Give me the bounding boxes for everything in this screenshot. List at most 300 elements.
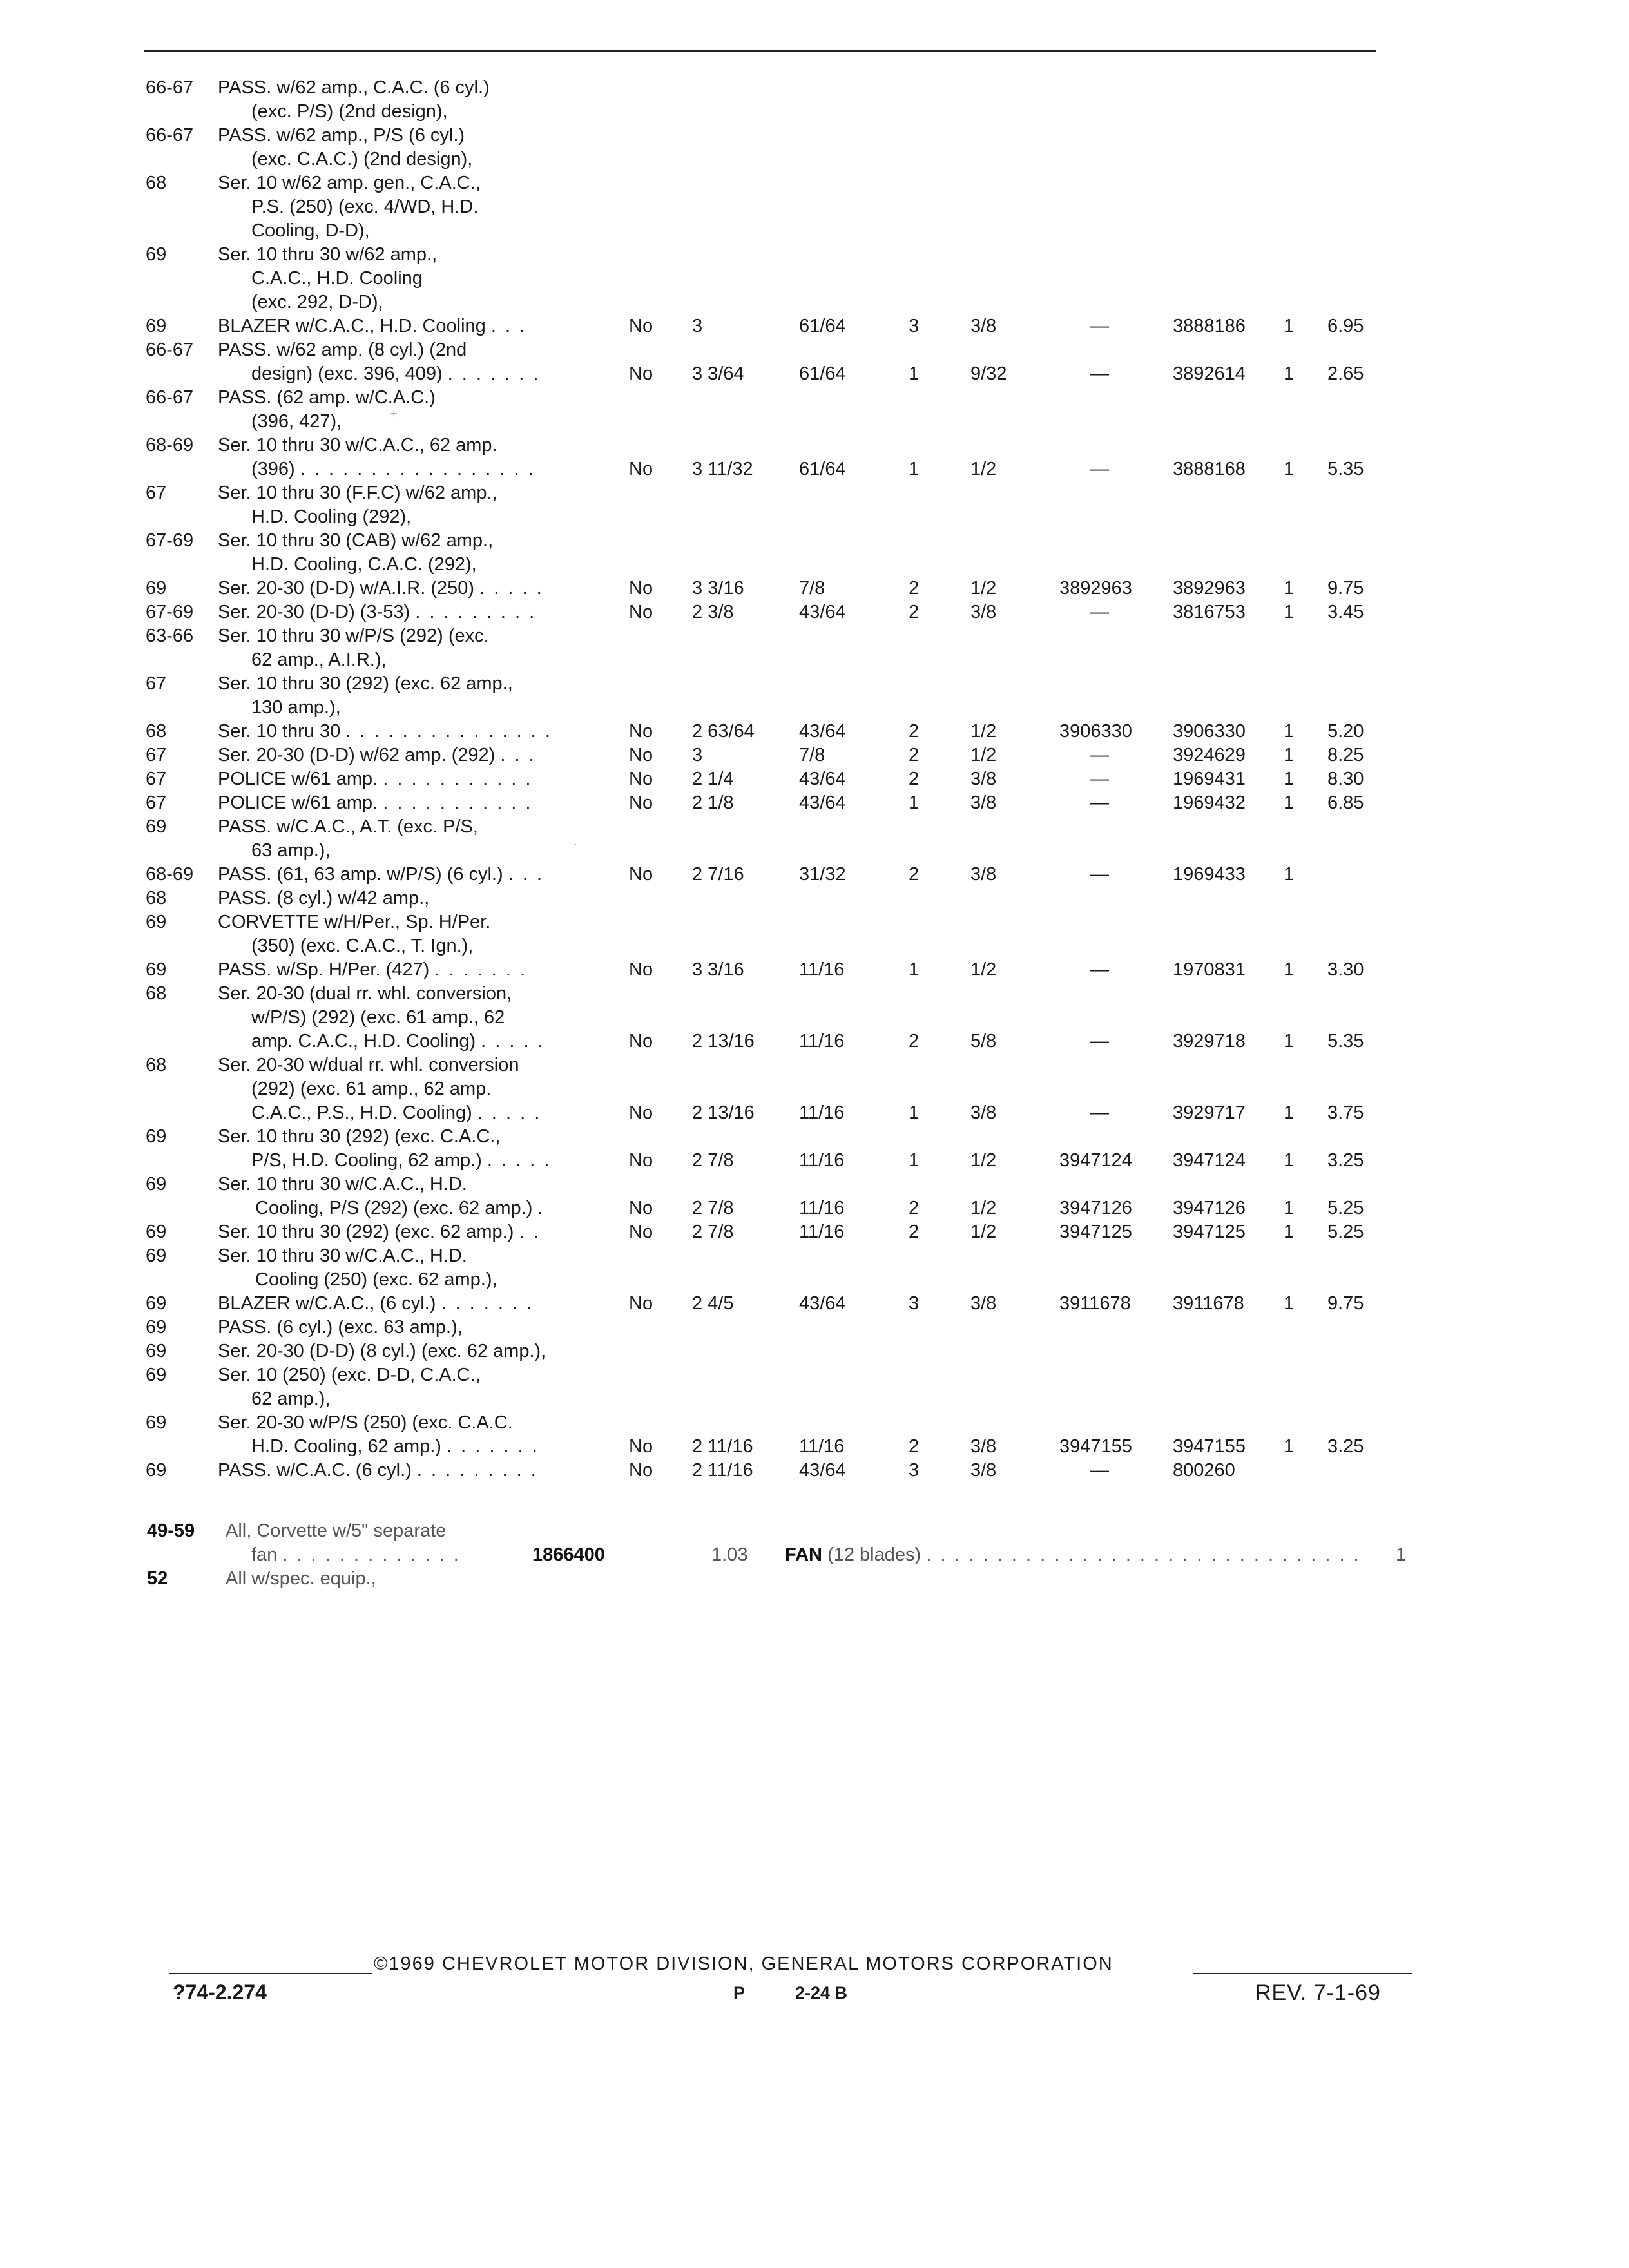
table-row — [0, 267, 1629, 291]
table-row — [0, 648, 1629, 672]
application-description — [218, 1411, 513, 1435]
fan-item-name — [785, 1543, 1361, 1567]
dimension-b: 43/64 — [799, 769, 846, 789]
description-text: PASS. w/C.A.C., A.T. (exc. P/S, — [218, 816, 478, 837]
dimension-b: 31/32 — [799, 864, 846, 885]
part-number-1: 3947125 — [1059, 1222, 1132, 1242]
table-row — [0, 410, 1629, 434]
dimension-d: 1/2 — [970, 1198, 997, 1218]
description-text: (exc. C.A.C.) (2nd design), — [251, 149, 473, 169]
footer-rule — [169, 1973, 372, 1974]
dimension-b: 43/64 — [799, 602, 846, 622]
application-description — [218, 1244, 467, 1268]
application-description — [218, 982, 512, 1006]
model-year: 69 — [146, 1460, 167, 1481]
model-year: 69 — [146, 1222, 167, 1242]
quantity: 1 — [1284, 1150, 1295, 1171]
quantity: 1 — [1284, 578, 1295, 599]
description-text: C.A.C., P.S., H.D. Cooling) — [251, 1102, 472, 1123]
table-row — [0, 171, 1629, 195]
application-description — [218, 1459, 538, 1483]
application-description — [251, 1387, 331, 1411]
application-description — [218, 434, 497, 457]
dimension-d: 1/2 — [970, 578, 997, 599]
dimension-b: 11/16 — [799, 1436, 845, 1457]
part-number-1: — — [1090, 864, 1109, 885]
table-row — [0, 672, 1629, 696]
description-text: Ser. 20-30 (dual rr. whl. conversion, — [218, 983, 512, 1004]
table-row — [0, 863, 1629, 887]
application-description — [218, 314, 526, 338]
no-column: No — [629, 864, 653, 885]
dimension-d: 1/2 — [970, 745, 997, 765]
leader-dots: . . . . . — [487, 1150, 552, 1171]
application-description — [218, 577, 544, 601]
dimension-d: 1/2 — [970, 459, 997, 479]
description-text: Ser. 10 thru 30 w/C.A.C., H.D. — [218, 1174, 467, 1195]
application-description — [251, 267, 423, 291]
model-year: 69 — [146, 244, 167, 265]
leader-dots: . . . . . — [479, 578, 544, 599]
model-year: 68 — [146, 173, 167, 193]
fan-year: 52 — [147, 1568, 168, 1589]
no-column: No — [629, 1150, 653, 1171]
description-text: Ser. 10 thru 30 (292) (exc. C.A.C., — [218, 1126, 501, 1147]
application-description — [251, 648, 387, 672]
description-text: Ser. 20-30 (D-D) w/62 amp. (292) — [218, 745, 496, 765]
dimension-a: 3 — [692, 316, 703, 336]
page-code: ?74-2.274 — [173, 1981, 267, 2004]
price: 8.30 — [1327, 769, 1364, 789]
dimension-b: 7/8 — [799, 745, 825, 765]
quantity: 1 — [1284, 1293, 1295, 1314]
table-row — [0, 195, 1629, 219]
part-number-1: — — [1090, 602, 1109, 622]
part-number-2: 1969432 — [1173, 793, 1246, 813]
price: 5.25 — [1327, 1222, 1364, 1242]
copyright-notice: ©1969 CHEVROLET MOTOR DIVISION, GENERAL MOTORS CORPORATION — [374, 1954, 1113, 1974]
part-number-1: — — [1090, 1102, 1109, 1123]
table-row — [0, 529, 1629, 553]
no-column: No — [629, 1436, 653, 1457]
description-text: Cooling, P/S (292) (exc. 62 amp.) — [255, 1198, 533, 1218]
table-row — [0, 434, 1629, 457]
description-text: PASS. (8 cyl.) w/42 amp., — [218, 888, 430, 908]
dimension-c: 2 — [909, 1198, 920, 1218]
description-text: (exc. 292, D-D), — [251, 292, 383, 312]
dimension-c: 2 — [909, 745, 920, 765]
part-number-2: 3888168 — [1173, 459, 1246, 479]
no-column: No — [629, 1222, 653, 1242]
description-text: (396) — [251, 459, 295, 479]
price: 8.25 — [1327, 745, 1364, 765]
description-text: POLICE w/61 amp. — [218, 769, 378, 789]
model-year: 68 — [146, 983, 167, 1004]
dimension-a: 2 63/64 — [692, 721, 755, 742]
model-year: 67-69 — [146, 530, 194, 551]
model-year: 66-67 — [146, 125, 194, 146]
part-number-1: — — [1090, 459, 1109, 479]
dimension-d: 1/2 — [970, 721, 997, 742]
dimension-b: 61/64 — [799, 316, 846, 336]
description-text: Ser. 10 thru 30 (292) (exc. 62 amp.) — [218, 1222, 514, 1242]
price: 9.75 — [1327, 578, 1364, 599]
quantity: 1 — [1284, 459, 1295, 479]
dimension-b: 61/64 — [799, 459, 846, 479]
model-year: 68 — [146, 1055, 167, 1075]
dimension-c: 2 — [909, 864, 920, 885]
part-number-1: 3947126 — [1059, 1198, 1132, 1218]
dimension-d: 3/8 — [970, 864, 997, 885]
table-row — [0, 386, 1629, 410]
leader-dots: . . . . . . . — [441, 1293, 534, 1314]
price: 5.35 — [1327, 1031, 1364, 1052]
quantity: 1 — [1284, 1102, 1295, 1123]
model-year: 66-67 — [146, 340, 194, 360]
table-row — [0, 291, 1629, 314]
dimension-d: 3/8 — [970, 602, 997, 622]
application-description — [251, 1030, 545, 1053]
part-number-1: 3947124 — [1059, 1150, 1132, 1171]
model-year: 68-69 — [146, 435, 194, 456]
dimension-a: 2 11/16 — [692, 1436, 753, 1457]
quantity: 1 — [1284, 363, 1295, 384]
description-text: POLICE w/61 amp. — [218, 793, 378, 813]
model-year: 67 — [146, 483, 167, 503]
leader-dots: . . . . . . . — [447, 1436, 539, 1457]
application-description — [251, 291, 383, 314]
dimension-d: 3/8 — [970, 316, 997, 336]
model-year: 69 — [146, 912, 167, 932]
description-text: Ser. 10 thru 30 — [218, 721, 341, 742]
description-text: BLAZER w/C.A.C., H.D. Cooling — [218, 316, 486, 336]
quantity: 1 — [1284, 745, 1295, 765]
table-row — [0, 1387, 1629, 1411]
application-description — [218, 171, 481, 195]
dimension-d: 1/2 — [970, 1222, 997, 1242]
application-description — [251, 457, 535, 481]
price: 5.35 — [1327, 459, 1364, 479]
table-row — [0, 457, 1629, 481]
part-number-2: 3947124 — [1173, 1150, 1246, 1171]
application-description — [251, 362, 540, 386]
description-text: P.S. (250) (exc. 4/WD, H.D. — [251, 197, 479, 217]
table-row — [0, 1363, 1629, 1387]
quantity: 1 — [1284, 316, 1295, 336]
dimension-b: 11/16 — [799, 1031, 845, 1052]
description-text: 130 amp.), — [251, 697, 341, 718]
dimension-c: 2 — [909, 1222, 920, 1242]
model-year: 69 — [146, 1245, 167, 1266]
application-description — [218, 1220, 541, 1244]
part-number-1: 3892963 — [1059, 578, 1132, 599]
table-row — [0, 1006, 1629, 1030]
dimension-a: 3 3/16 — [692, 578, 744, 599]
fan-item-name-rest: (12 blades) — [827, 1544, 921, 1565]
table-row — [0, 815, 1629, 839]
table-row — [0, 1125, 1629, 1149]
table-row — [0, 1268, 1629, 1292]
dimension-d: 3/8 — [970, 793, 997, 813]
leader-dots: . . . — [508, 864, 545, 885]
dimension-a: 2 7/16 — [692, 864, 744, 885]
dimension-c: 1 — [909, 1150, 920, 1171]
table-row — [0, 100, 1629, 124]
table-row — [0, 1316, 1629, 1340]
table-row — [0, 624, 1629, 648]
dimension-a: 2 7/8 — [692, 1198, 734, 1218]
table-row — [0, 505, 1629, 529]
description-text: Ser. 20-30 (D-D) w/A.I.R. (250) — [218, 578, 475, 599]
dimension-b: 11/16 — [799, 1198, 845, 1218]
leader-dots: . . . — [500, 745, 536, 765]
dimension-a: 2 1/8 — [692, 793, 734, 813]
fan-row — [0, 1519, 1629, 1543]
table-row — [0, 1435, 1629, 1459]
model-year: 68-69 — [146, 864, 194, 885]
model-year: 67 — [146, 793, 167, 813]
quantity: 1 — [1284, 769, 1295, 789]
no-column: No — [629, 459, 653, 479]
model-year: 69 — [146, 1365, 167, 1385]
description-text: PASS. w/C.A.C. (6 cyl.) — [218, 1460, 412, 1481]
description-text: (exc. P/S) (2nd design), — [251, 101, 448, 122]
table-row — [0, 124, 1629, 148]
part-number-1: — — [1090, 316, 1109, 336]
table-row — [0, 1077, 1629, 1101]
quantity: 1 — [1284, 1198, 1295, 1218]
part-number-2: 3929717 — [1173, 1102, 1246, 1123]
model-year: 68 — [146, 888, 167, 908]
dimension-c: 1 — [909, 793, 920, 813]
application-description — [218, 720, 552, 744]
description-text: Ser. 10 (250) (exc. D-D, C.A.C., — [218, 1365, 481, 1385]
model-year: 69 — [146, 1317, 167, 1338]
description-text: design) (exc. 396, 409) — [251, 363, 443, 384]
table-row — [0, 1292, 1629, 1316]
table-row — [0, 76, 1629, 100]
dimension-d: 3/8 — [970, 1293, 997, 1314]
dimension-b: 7/8 — [799, 578, 825, 599]
part-number-2: 3911678 — [1173, 1293, 1244, 1314]
table-row — [0, 338, 1629, 362]
price: 6.85 — [1327, 793, 1364, 813]
part-number-2: 800260 — [1173, 1460, 1235, 1481]
part-number-1: — — [1090, 793, 1109, 813]
dimension-a: 3 — [692, 745, 703, 765]
dimension-b: 11/16 — [799, 1102, 845, 1123]
model-year: 69 — [146, 1293, 167, 1314]
table-row — [0, 1459, 1629, 1483]
no-column: No — [629, 1198, 653, 1218]
fan-description-text: fan — [251, 1544, 278, 1565]
part-number-1: — — [1090, 745, 1109, 765]
fan-price: 1.03 — [711, 1544, 748, 1565]
part-number-2: 3892614 — [1173, 363, 1246, 384]
revision-date: REV. 7-1-69 — [1255, 1981, 1381, 2005]
table-row — [0, 720, 1629, 744]
model-year: 69 — [146, 1126, 167, 1147]
part-number-2: 3947125 — [1173, 1222, 1246, 1242]
no-column: No — [629, 1031, 653, 1052]
price: 3.75 — [1327, 1102, 1364, 1123]
application-description — [251, 219, 370, 243]
table-row — [0, 1053, 1629, 1077]
dimension-c: 2 — [909, 602, 920, 622]
no-column: No — [629, 578, 653, 599]
part-number-1: — — [1090, 1031, 1109, 1052]
application-description — [218, 529, 493, 553]
dimension-c: 2 — [909, 578, 920, 599]
application-description — [218, 1173, 467, 1196]
application-description — [218, 767, 532, 791]
dimension-d: 1/2 — [970, 959, 997, 980]
part-number-2: 3947126 — [1173, 1198, 1246, 1218]
dimension-a: 2 13/16 — [692, 1102, 755, 1123]
description-text: PASS. (6 cyl.) (exc. 63 amp.), — [218, 1317, 463, 1338]
dimension-d: 1/2 — [970, 1150, 997, 1171]
part-number-1: — — [1090, 769, 1109, 789]
part-number-2: 3892963 — [1173, 578, 1246, 599]
price: 5.25 — [1327, 1198, 1364, 1218]
dimension-c: 1 — [909, 459, 920, 479]
application-description — [251, 195, 478, 219]
description-text: Ser. 20-30 w/P/S (250) (exc. C.A.C. — [218, 1412, 513, 1433]
no-column: No — [629, 793, 653, 813]
table-row — [0, 696, 1629, 720]
part-number-2: 3947155 — [1173, 1436, 1246, 1457]
price: 3.30 — [1327, 959, 1364, 980]
table-row — [0, 314, 1629, 338]
application-description — [251, 1101, 541, 1125]
description-text: (292) (exc. 61 amp., 62 amp. — [251, 1079, 492, 1099]
part-number-1: 3911678 — [1059, 1293, 1131, 1314]
page-number: 2-24 B — [795, 1983, 848, 2003]
table-row — [0, 1220, 1629, 1244]
application-description — [218, 672, 513, 696]
no-column: No — [629, 745, 653, 765]
dimension-b: 61/64 — [799, 363, 846, 384]
table-row — [0, 1196, 1629, 1220]
fan-quantity: 1 — [1396, 1544, 1407, 1565]
description-text: Ser. 20-30 (D-D) (3-53) — [218, 602, 410, 622]
application-description — [218, 1363, 481, 1387]
description-text: w/P/S) (292) (exc. 61 amp., 62 — [251, 1007, 505, 1028]
leader-dots: . . . . . . . . . — [415, 602, 537, 622]
dimension-b: 43/64 — [799, 1293, 846, 1314]
dimension-a: 2 1/4 — [692, 769, 734, 789]
table-row — [0, 839, 1629, 863]
dimension-a: 2 3/8 — [692, 602, 734, 622]
application-description — [218, 887, 429, 910]
leader-dots: . . . . . . . . . . . . . — [282, 1544, 461, 1565]
table-row — [0, 481, 1629, 505]
application-description — [251, 148, 472, 171]
application-description — [255, 1196, 545, 1220]
application-description — [218, 1340, 546, 1363]
table-row — [0, 982, 1629, 1006]
application-description — [218, 601, 536, 624]
dimension-a: 2 7/8 — [692, 1150, 734, 1171]
dimension-c: 3 — [909, 316, 920, 336]
part-number-1: — — [1090, 1460, 1109, 1481]
dimension-c: 2 — [909, 721, 920, 742]
table-row — [0, 1030, 1629, 1053]
dimension-b: 43/64 — [799, 1460, 846, 1481]
description-text: PASS. w/62 amp., C.A.C. (6 cyl.) — [218, 77, 490, 98]
dimension-d: 3/8 — [970, 769, 997, 789]
description-text: Ser. 10 thru 30 (F.F.C) w/62 amp., — [218, 483, 497, 503]
price: 5.20 — [1327, 721, 1364, 742]
fan-year: 49-59 — [147, 1521, 195, 1541]
application-description — [218, 124, 465, 148]
model-year: 69 — [146, 1412, 167, 1433]
dimension-b: 11/16 — [799, 959, 845, 980]
model-year: 69 — [146, 1174, 167, 1195]
dimension-d: 9/32 — [970, 363, 1007, 384]
quantity: 1 — [1284, 959, 1295, 980]
table-row — [0, 887, 1629, 910]
dimension-c: 1 — [909, 959, 920, 980]
description-text: H.D. Cooling (292), — [251, 506, 412, 527]
application-description — [218, 624, 489, 648]
dimension-c: 3 — [909, 1293, 920, 1314]
model-year: 68 — [146, 721, 167, 742]
model-year: 69 — [146, 316, 167, 336]
description-text: PASS. (62 amp. w/C.A.C.) — [218, 387, 436, 408]
no-column: No — [629, 769, 653, 789]
dimension-b: 43/64 — [799, 793, 846, 813]
quantity: 1 — [1284, 721, 1295, 742]
description-text: PASS. w/62 amp., P/S (6 cyl.) — [218, 125, 465, 146]
application-description — [218, 815, 478, 839]
description-text: H.D. Cooling, 62 amp.) — [251, 1436, 441, 1457]
description-text: PASS. (61, 63 amp. w/P/S) (6 cyl.) — [218, 864, 503, 885]
table-row — [0, 1173, 1629, 1196]
leader-dots: . . . . . . . — [434, 959, 528, 980]
table-row — [0, 744, 1629, 767]
dimension-d: 3/8 — [970, 1102, 997, 1123]
price: 3.45 — [1327, 602, 1364, 622]
quantity: 1 — [1284, 1436, 1295, 1457]
part-number-1: — — [1090, 959, 1109, 980]
description-text: Cooling, D-D), — [251, 220, 370, 241]
description-text: Ser. 20-30 (D-D) (8 cyl.) (exc. 62 amp.), — [218, 1341, 546, 1361]
dimension-b: 11/16 — [799, 1222, 845, 1242]
table-row — [0, 219, 1629, 243]
quantity: 1 — [1284, 1222, 1295, 1242]
dimension-c: 1 — [909, 1102, 920, 1123]
table-row — [0, 1244, 1629, 1268]
part-number-2: 3929718 — [1173, 1031, 1246, 1052]
no-column: No — [629, 1102, 653, 1123]
application-description — [218, 243, 437, 267]
quantity: 1 — [1284, 793, 1295, 813]
leader-dots: . . . . . . . — [447, 363, 541, 384]
leader-dots: . . . . . . . . . . . . . . . . . . . . . . . . . . . . . . . — [926, 1544, 1361, 1565]
model-year: 67 — [146, 769, 167, 789]
dimension-a: 3 11/32 — [692, 459, 753, 479]
description-text: Ser. 10 w/62 amp. gen., C.A.C., — [218, 173, 481, 193]
quantity: 1 — [1284, 864, 1295, 885]
dimension-c: 2 — [909, 1436, 920, 1457]
dimension-b: 11/16 — [799, 1150, 845, 1171]
dimension-a: 3 3/16 — [692, 959, 744, 980]
application-description — [218, 1316, 463, 1340]
description-text: PASS. w/Sp. H/Per. (427) — [218, 959, 430, 980]
dimension-c: 2 — [909, 1031, 920, 1052]
dimension-a: 2 11/16 — [692, 1460, 753, 1481]
